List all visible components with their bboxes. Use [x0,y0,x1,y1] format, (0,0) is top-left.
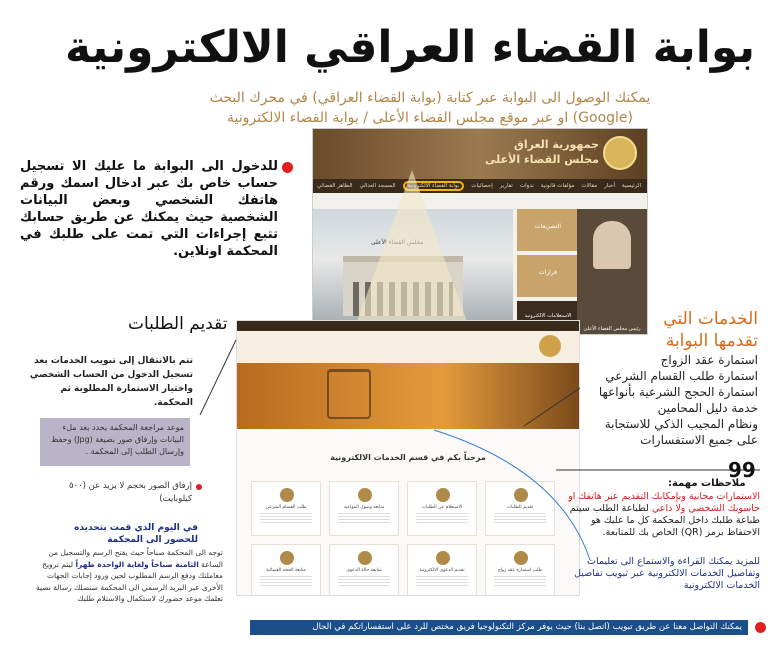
services-list-item: استمارة طلب القسام الشرعي [605,369,758,383]
notes-black-text: لطباعة الطلب سيتم طباعة طلبك داخل المحكمة كل ما عليك هو الاحتفاظ برمز (QR) الخاص بك للمتابعة. [569,503,760,538]
requests-heading: تقديم الطلبات [128,314,228,334]
services-welcome-text: مرحباً بكم في قسم الخدمات الالكترونية [330,453,486,462]
service-tile-title: متابعة وصول المواعيد [343,505,385,510]
services-title-line-2: تقدمها البوابة [665,331,758,351]
appointment-text-part-1: توجه الى المحكمة صباحاً حيث يفتح الرسم والتسجيل من الساعة [48,548,223,569]
services-list-item: استمارة عقد الزواج [660,353,758,367]
nav-item-seminars[interactable]: ندوات [519,183,534,189]
legislation-label: التشريعات [534,223,561,230]
services-list-item: على جميع الاستفسارات [640,433,758,447]
service-tile-title: طلب القسام الشرعي [265,505,307,510]
connector-line-requests [200,340,236,415]
appointment-hours: الثامنة صباحاً ولغاية الواحدة ظهراً [75,559,199,569]
hero-caption: مجلس القضاء الأعلى [371,239,424,246]
contact-footer: يمكنك التواصل معنا عن طريق تبويب (اتصل بنا) حيث يوفر مركز التكنولوجيا فريق مختص للرد على استفساراتكم في الحال [250,620,748,635]
decisions-label: قرارات [538,269,558,276]
nav-item-home[interactable]: الرئيسية [622,183,641,189]
president-caption: رئيس مجلس القضاء الأعلى [583,326,641,332]
services-list-item: خدمة دليل المحامين [657,401,758,415]
notes-text [560,491,760,539]
subtitle-line-1: يمكنك الوصول الى البوابة عبر كتابة (بوابة القضاء العراقي) في محرك البحث [209,90,651,106]
service-tile-title: تقديم الدعوى الالكترونية [419,568,465,573]
service-tile-title: متابعة الحجة القضائية [266,568,306,573]
services-title [640,308,758,352]
appointment-heading: في اليوم الذي قمت بتحديده للحضور الى المحكمة [74,523,198,545]
site-name-line-2: مجلس القضاء الأعلى [485,153,599,166]
appointment-info-text: موعد مراجعة المحكمة يحدد بعد ملء البيانات وإرفاق صور بصيغة (Jpg) وحفظ وإرسال الطلب إلى المحكمة . [51,423,184,456]
nav-item-legal-works[interactable]: مؤلفات قانونية [540,183,575,189]
login-info-text: للدخول الى البوابة ما عليك الا تسجيل حساب خاص بك عبر ادخال اسمك ورقم هاتفك الشخصي وبعض البيانات الشخصية حيث يمكنك عن طريق حسابك تتبع إجراءات التي تمت على طلبك في المحكمة اونلاين. [20,159,278,259]
requests-text: تتم بالانتقال إلى تبويب الخدمات بعد تسجيل الدخول من الحساب الشخصي واختيار الاستمارة المطلوبة ثم المحكمة. [29,356,193,408]
services-list-item: ونظام المجيب الذكي للاستجابة [604,417,758,431]
appointment-text-part-2: ليتم ترويج معاملتك ودفع الرسم المطلوب لحين ورود إجابات الجهات الأخرى عبر البريد الرسمي الى المحكمة ستصلك رسالة نصية تعلمك موعد حضورك لاستكمال والاستلام طلبك [35,559,223,603]
quote-mark-icon: 99 [728,458,756,482]
services-title-line-1: الخدمات التي [663,309,758,329]
nav-item-mosque[interactable]: المسجد العدالي [359,183,396,189]
nav-item-statistics[interactable]: إحصائيات [471,183,493,189]
nav-item-reports[interactable]: تقارير [499,183,513,189]
service-tile-title: تقديم الطلبات [506,505,534,510]
bullet-dot-icon [755,622,766,633]
nav-item-articles[interactable]: مقالات [581,183,598,189]
nav-item-phenomenon[interactable]: الظاهر القضائي [316,183,353,189]
notes-heading: ملاحظات مهمة: [668,478,746,489]
e-inquiries-label: الاستعلامات الالكترونية [524,313,572,319]
service-tile-title: طلب استمارة عقد زواج [497,568,543,573]
notes-blue-text: للمزيد يمكنك القراءة والاستماع الى تعليمات وتفاصيل الخدمات الالكترونية عبر تبويب تفاصيل الخدمات الالكترونية [574,556,760,591]
subtitle-line-2: (Google) او عبر موقع مجلس القضاء الأعلى / بوابة القضاء الالكترونية [227,110,633,126]
page-title: بوابة القضاء العراقي الالكترونية [64,22,755,73]
nav-item-news[interactable]: أخبار [604,183,616,189]
services-list [562,352,758,448]
site-name-line-1: جمهورية العراق [514,138,599,151]
services-list-item: استمارة الحجج الشرعية بأنواعها [598,385,758,399]
image-size-note: إرفاق الصور بحجم لا يزيد عن (٥٠٠ كيلوبايت) [68,481,192,504]
service-tile-title: متابعة حالة الدعوى [346,568,382,573]
service-tile-title: الاستعلام عن الطلبات [421,505,463,510]
notes-red-text: الاستمارات مجانية وبإمكانك التقديم عبر هاتفك او حاسوبك الشخصي ولا داعي [568,491,760,514]
nav-item-e-portal[interactable]: بوابة القضاء الالكترونية [403,181,465,191]
